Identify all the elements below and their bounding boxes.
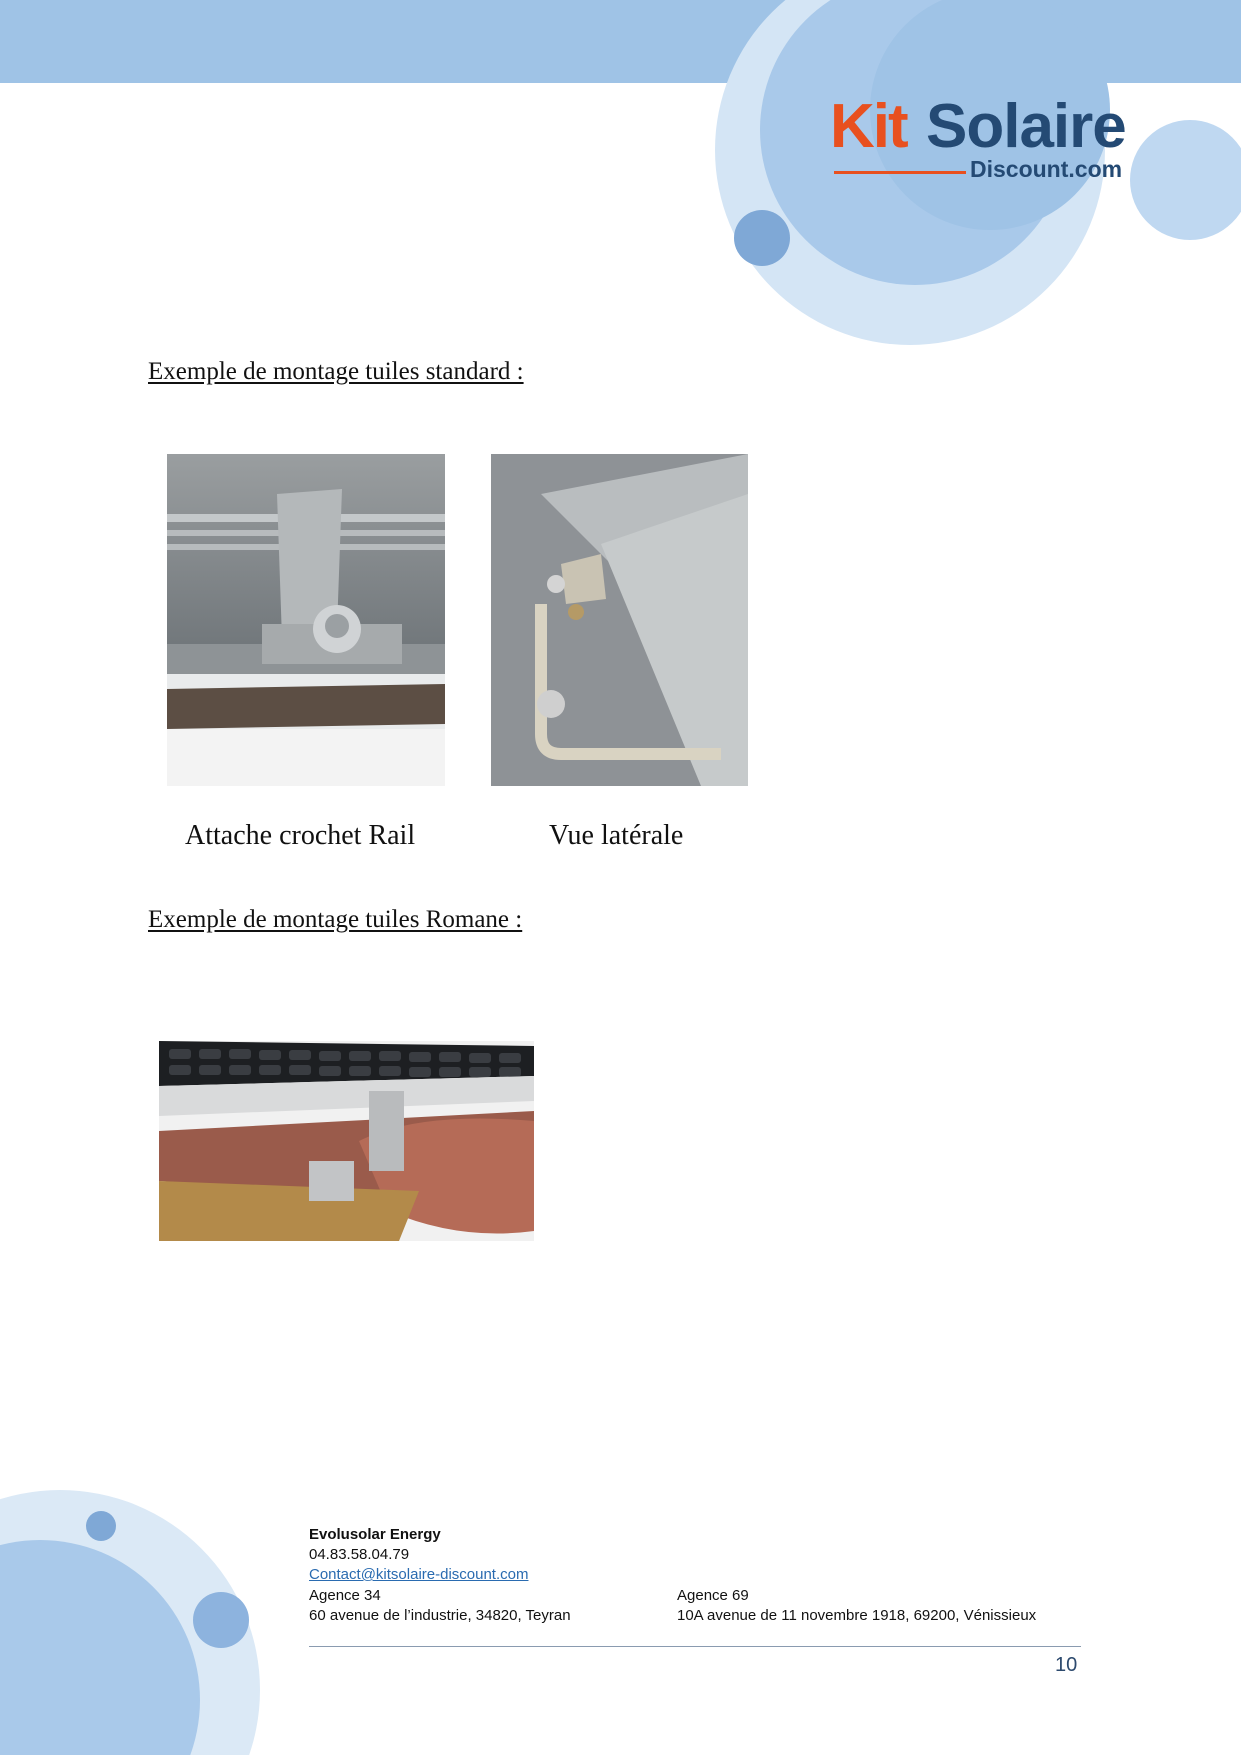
caption-side-view: Vue latérale — [549, 820, 684, 851]
section-title-standard: Exemple de montage tuiles standard : — [148, 358, 524, 385]
page-number: 10 — [1055, 1654, 1078, 1676]
logo-solaire-text: Solaire — [926, 92, 1126, 161]
footer-agency-34-title: Agence 34 — [309, 1587, 381, 1604]
footer-company: Evolusolar Energy — [309, 1526, 441, 1543]
photo-side-view — [491, 454, 748, 786]
kitsolaire-logo — [830, 92, 1130, 186]
decorative-circles-bottom — [0, 1470, 270, 1755]
photo-romane-tile-mount — [159, 1041, 534, 1241]
footer-agency-34-address: 60 avenue de l’industrie, 34820, Teyran — [309, 1607, 571, 1624]
footer-agency-69-address: 10A avenue de 11 novembre 1918, 69200, Vénissieux — [677, 1607, 1037, 1624]
logo-discount-text: Discount.com — [970, 156, 1123, 182]
section-title-romane: Exemple de montage tuiles Romane : — [148, 906, 523, 933]
footer-agency-69-title: Agence 69 — [677, 1587, 749, 1604]
footer-email-link[interactable]: Contact@kitsolaire-discount.com — [309, 1566, 529, 1583]
photo-rail-hook-clamp — [167, 454, 445, 786]
logo-kit-text: Kit — [830, 92, 907, 161]
footer-phone: 04.83.58.04.79 — [309, 1546, 410, 1563]
caption-rail-hook: Attache crochet Rail — [185, 820, 416, 851]
logo-underline — [834, 171, 966, 174]
footer-divider — [309, 1646, 1081, 1647]
